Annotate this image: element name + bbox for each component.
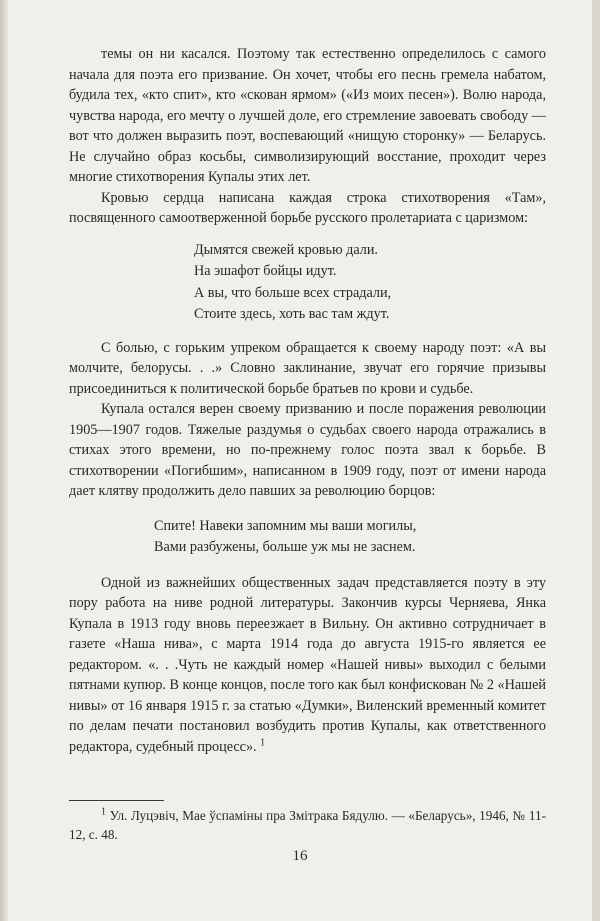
verse-line: Стоите здесь, хоть вас там ждут. [194, 306, 390, 322]
verse-pogibshim [69, 516, 546, 559]
footnote-text: Ул. Луцэвiч, Мае ўспамiны пра Змiтрака Бядулю. — «Беларусь», 1946, № 11-12, с. 48. [69, 808, 546, 842]
paragraph-1: темы он ни касался. Поэтому так естественно определилось с самого начала для поэта его призвание. Он хочет, чтобы его песнь гремела набатом, будила тех, «кто спит», кто «скован ярмом» («Из моих песен»). Волю народа, чувства народа, его мечту о лучшей доле, его стремление завоевать свободу — вот что должен выразить поэт, воспевающий «нищую сторонку» — Беларусь. Не случайно образ косьбы, символизирующий восстание, проходит через многие стихотворения Купалы этих лет. [69, 46, 546, 185]
page-edge [0, 0, 8, 921]
verse-line: Вами разбужены, больше уж мы не заснем. [154, 539, 416, 555]
paragraph-5-text: Одной из важнейших общественных задач представляется поэту в эту пору работа на ниве родной литературы. Закончив курсы Черняева, Янка Купала в 1913 году вновь переезжает в Вильну. Он активно сотрудничает в газете «Наша нива», с марта 1914 года до августа 1915-го является ее редактором. «. . .Чуть не каждый номер «Нашей нивы» выходил с белыми пятнами купюр. В конце концов, после того как был конфискован № 2 «Нашей нивы» от 16 января 1915 г. за статью «Думки», Виленский временный комитет по делам печати постановил возбудить против Купалы, как ответственного редактора, судебный процесс». [69, 574, 546, 755]
paragraph-4: Купала остался верен своему призванию и после поражения революции 1905—1907 годов. Тяжелые раздумья о судьбах своего народа отражались в стихах этого времени, но по-прежнему голос поэта звал к борьбе. В стихотворении «Погибшим», написанном в 1909 году, поэт от имени народа дает клятву продолжить дело павших за революцию борцов: [69, 401, 546, 499]
verse-line: А вы, что больше всех страдали, [194, 284, 392, 301]
footnote-reference: 1 [260, 736, 266, 748]
verse-tam [69, 240, 546, 326]
paragraph-5 [69, 573, 546, 758]
verse-line: На эшафот бойцы идут. [194, 263, 337, 279]
footnote [69, 806, 546, 844]
paragraph-2: Кровью сердца написана каждая строка стихотворения «Там», посвященного самоотверженной борьбе русского пролетариата с царизмом: [69, 189, 546, 226]
page-number: 16 [292, 848, 308, 864]
verse-line: Дымятся свежей кровью дали. [194, 241, 378, 258]
main-text [69, 44, 546, 757]
paragraph-3: С болью, с горьким упреком обращается к своему народу поэт: «А вы молчите, белорусы. . .» Словно заклинание, звучат его горячие призывы присоединиться к политической борьбе братьев по крови и судьбе. [69, 339, 546, 397]
verse-line: Спите! Навеки запомним мы ваши могилы, [154, 517, 417, 534]
footnote-divider [69, 800, 164, 801]
footnote-marker: 1 [101, 806, 106, 818]
